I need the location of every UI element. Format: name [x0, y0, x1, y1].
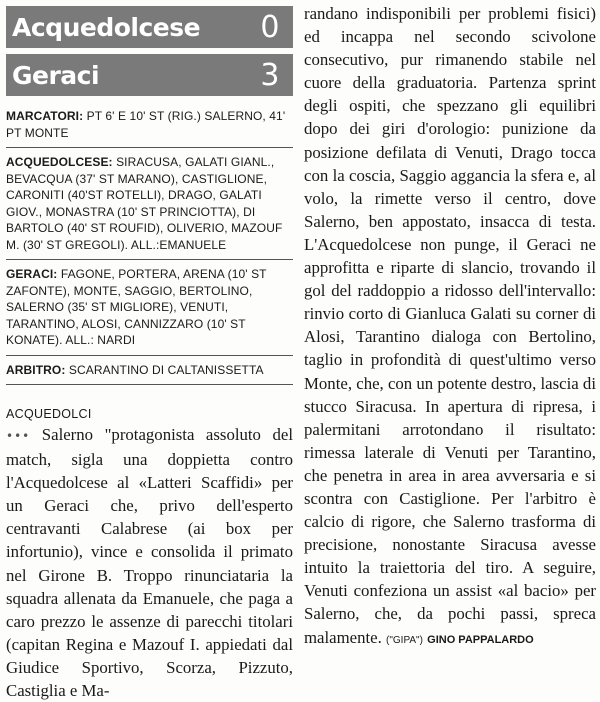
referee-label: ARBITRO:	[6, 362, 66, 377]
away-lineup-section	[6, 260, 293, 356]
signature-name: GINO PAPPALARDO	[427, 633, 534, 646]
away-team-name: Geraci	[12, 60, 100, 90]
article-dateline: ACQUEDOLCI	[6, 407, 92, 421]
away-lineup-label: GERACI:	[6, 267, 58, 281]
bullet-dots-icon: •••	[6, 429, 31, 443]
scorers-section	[6, 102, 293, 148]
article-text-left: Salerno "protagonista assoluto del match, sigla una doppietta contro l'Acquedolcese al «Latteri Scaffidi» per un Geraci che, privo dell'esperto centravanti Calabrese (ai box per infortunio), vince e consolida il primato nel Girone B. Troppo rinunciataria la squadra allenata da Emanuele, che paga a caro prezzo le assenze di parecchi titolari (capitan Regina e Mazouf I. appiedati dal Giudice Sportivo, Scorza, Pizzuto, Castiglia e Ma-	[6, 425, 293, 701]
referee-section	[6, 356, 293, 386]
article-body-left	[6, 423, 293, 702]
right-column	[304, 2, 596, 652]
home-team-name: Acquedolcese	[12, 12, 201, 42]
article-body-right	[304, 2, 596, 652]
scorers-text: PT 6' E 10' ST (RIG.) SALERNO, 41' PT MONTE	[6, 109, 286, 140]
home-score-row	[6, 6, 293, 48]
away-score-row	[6, 54, 293, 96]
home-lineup-section	[6, 148, 293, 260]
scorers-label: MARCATORI:	[6, 109, 84, 123]
away-lineup-text: FAGONE, PORTERA, ARENA (10' ST ZAFONTE), MONTE, SAGGIO, BERTOLINO, SALERNO (35' ST MIGLIORE), VENUTI, TARANTINO, ALOSI, CANNIZZARO (10' ST KONATE). ALL.: NARDI	[6, 267, 267, 347]
home-team-score: 0	[260, 9, 279, 45]
article-text-right: randano indisponibili per problemi fisici) ed incappa nel secondo scivolone consecutivo, pur rimanendo stabile nel cuore della graduatoria. Partenza sprint degli ospiti, che spezzano gli equilibri dopo dei giri d'orologio: punizione da posizione defilata di Venuti, Drago tocca con la coscia, Saggio aggancia la sfera e, al volo, la rimette verso il centro, dove Salerno, ben appostato, insacca di testa. L'Acquedolcese non punge, il Geraci ne approfitta e riparte di slancio, trovando il gol del raddoppio a ridosso dell'intervallo: rinvio corto di Gianluca Galati su corner di Alosi, Tarantino dialoga con Bertolino, taglio in profondità di quest'ultimo verso Monte, che, con un potente destro, lascia di stucco Siracusa. In apertura di ripresa, i palermitani arrotondano il risultato: rimessa laterale di Venuti per Tarantino, che penetra in area in area avversaria e si scontra con Castiglione. Per l'arbitro è calcio di rigore, che Salerno trasforma di precisione, nonostante Siracusa avesse intuito la traiettoria del tiro. A seguire, Venuti confeziona un assist «al bacio» per Salerno, che, da pochi passi, spreca malamente.	[304, 4, 596, 647]
match-box	[6, 102, 293, 385]
home-lineup-text: SIRACUSA, GALATI GIANL., BEVACQUA (37' ST MARANO), CASTIGLIONE, CARONITI (40'ST ROTELLI), DRAGO, GALATI GIOV., MONASTRA (10' ST PRINCIOTTA), DI BARTOLO (40' ST ROUFID), OLIVERIO, MAZOUF M. (30' ST GREGOLI). ALL.:EMANUELE	[6, 155, 283, 252]
referee-text: SCARANTINO DI CALTANISSETTA	[68, 362, 264, 377]
left-column	[6, 6, 293, 702]
signature-tag: ("GIPA")	[386, 634, 423, 646]
away-team-score: 3	[260, 57, 279, 93]
home-lineup-label: ACQUEDOLCESE:	[6, 155, 113, 169]
